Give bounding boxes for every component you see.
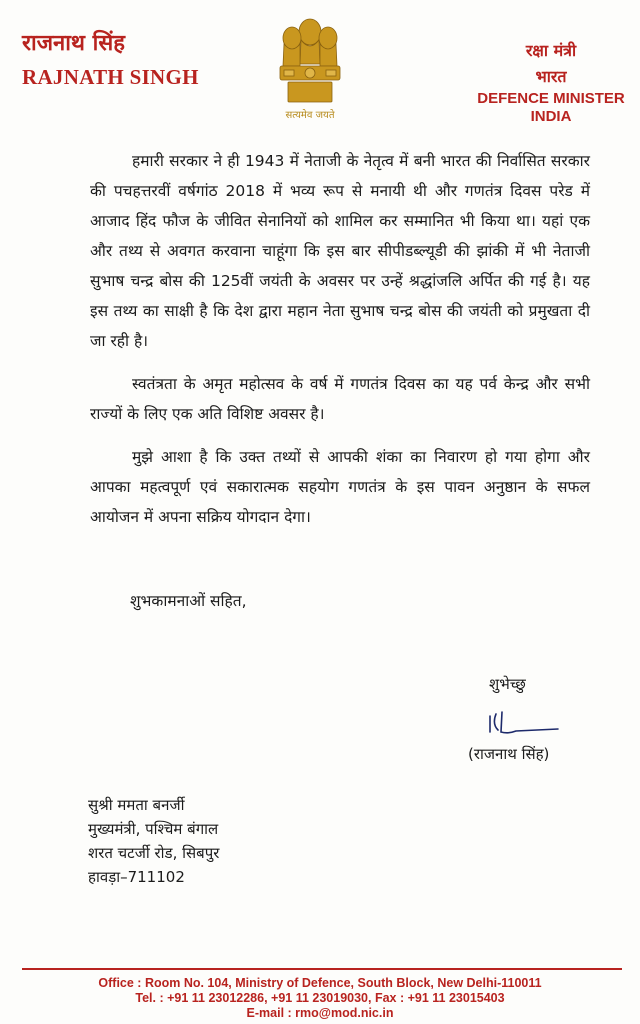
office-country-hindi: भारत — [535, 67, 567, 86]
addressee-address-line: शरत चटर्जी रोड, सिबपुर — [88, 844, 220, 862]
letter-body — [90, 146, 590, 545]
footer-office-address: Office : Room No. 104, Ministry of Defence, South Block, New Delhi-110011 — [98, 976, 542, 990]
closing-greeting: शुभकामनाओं सहित, — [130, 592, 247, 610]
letterhead-office-block — [476, 40, 626, 126]
body-paragraph-3: मुझे आशा है कि उक्त तथ्यों से आपकी शंका का निवारण हो गया होगा और आपका महत्वपूर्ण एवं सकारात्मक सहयोग गणतंत्र के इस पावन अनुष्ठान के सफल आयोजन में अपना सक्रिय योगदान देगा। — [90, 448, 590, 526]
letterhead-name-block — [22, 30, 199, 90]
handwritten-signature — [482, 702, 562, 742]
addressee-block — [88, 793, 219, 889]
addressee-name: सुश्री ममता बनर्जी — [88, 796, 185, 814]
footer-divider — [22, 968, 622, 970]
emblem-motto: सत्यमेव जयते — [285, 110, 335, 121]
office-title-hindi: रक्षा मंत्री — [525, 41, 577, 60]
office-country-english: INDIA — [530, 108, 572, 125]
minister-name-hindi: राजनाथ सिंह — [22, 31, 125, 56]
office-title-english: DEFENCE MINISTER — [477, 90, 625, 107]
body-paragraph-2: स्वतंत्रता के अमृत महोत्सव के वर्ष में गणतंत्र दिवस का यह पर्व केन्द्र और सभी राज्यों के लिए एक अति विशिष्ट अवसर है। — [90, 375, 590, 423]
signature-wish: शुभेच्छु — [489, 675, 526, 693]
addressee-designation: मुख्यमंत्री, पश्चिम बंगाल — [88, 820, 219, 838]
footer-phone-fax: Tel. : +91 11 23012286, +91 11 23019030, Fax : +91 11 23015403 — [135, 991, 505, 1005]
body-paragraph-1: हमारी सरकार ने ही 1943 में नेताजी के नेतृत्व में बनी भारत की निर्वासित सरकार की पचहत्तरवीं वर्षगांठ 2018 में भव्य रूप से मनायी थी और गणतंत्र दिवस परेड में आजाद हिंद फौज के जीवित सेनानियों को शामिल कर सम्मानित भी किया था। यहां एक और तथ्य से अवगत करवाना चाहूंगा कि इस बार सीपीडब्ल्यूडी की झांकी में भी नेताजी सुभाष चन्द्र बोस की 125वीं जयंती के अवसर पर उन्हें श्रद्धांजलि अर्पित की गई है। यह इस तथ्य का साक्षी है कि देश द्वारा महान नेता सुभाष चन्द्र बोस की जयंती को प्रमुखता दी जा रही है। — [90, 152, 590, 350]
footer — [0, 976, 640, 1021]
state-emblem-icon — [270, 12, 350, 124]
minister-name-english: RAJNATH SINGH — [22, 65, 199, 89]
addressee-city-pin: हावड़ा–711102 — [88, 868, 185, 886]
footer-email: E-mail : rmo@mod.nic.in — [246, 1006, 394, 1020]
signatory-name: (राजनाथ सिंह) — [468, 745, 550, 763]
